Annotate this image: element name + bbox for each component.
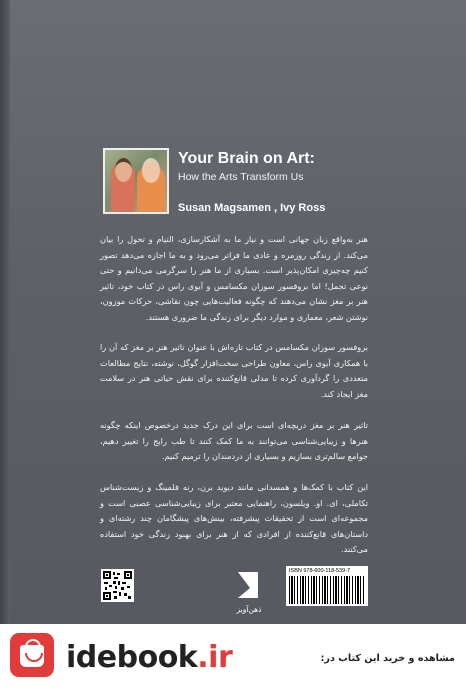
qr-code[interactable] bbox=[101, 569, 134, 602]
barcode-bars bbox=[289, 576, 365, 604]
brand-tld: .ir bbox=[197, 640, 233, 675]
book-title: Your Brain on Art: bbox=[178, 150, 315, 167]
book-subtitle: How the Arts Transform Us bbox=[178, 171, 304, 183]
watermark-message: مشاهده و خرید این کتاب در: bbox=[320, 653, 455, 664]
publisher-logo-icon bbox=[232, 568, 266, 606]
qr-code-icon bbox=[103, 571, 132, 600]
blurb-paragraph-3: تاثیر هنر بر مغز دریچه‌ای است برای این درک جدید درخصوص اینکه چگونه هنرها و زیبایی‌شناسی می‌توانند به ما کمک کنند تا طب رایج را تغییر دهیم، جوامع سالم‌تری بسازیم و بسیاری از دردمندان را ترمیم کنیم. bbox=[100, 420, 368, 462]
publisher-name: ذهن‌آویز bbox=[236, 605, 262, 614]
brand-name: idebook bbox=[66, 640, 198, 675]
shopping-bag-icon bbox=[10, 633, 54, 677]
blurb-paragraph-4: این کتاب با کمک‌ها و همسدانی مانند دیوید برن، رنه فلمینگ و زیست‌شناس تکاملی، ای. او. ویلسون، راهنمایی معتبر برای زیبایی‌شناسی عصبی است و مجموعه‌ای است از تحقیقات پیشرفته، بینش‌های پیشگامان چند رشته‌ای و داستان‌های قانع‌کننده از افرادی که از هنر برای بهبود زندگی خود استفاده می‌کنند. bbox=[100, 482, 368, 555]
book-authors: Susan Magsamen , Ivy Ross bbox=[178, 202, 326, 214]
watermark-brand[interactable] bbox=[66, 640, 232, 675]
isbn-barcode bbox=[286, 566, 368, 606]
blurb-paragraph-1: هنر به‌واقع زبان جهانی است و نیاز ما به آشکارسازی، التیام و تحول را بیان می‌کند. از زندگی روزمره و عادی ما فراتر می‌رود و به ما اجازه می‌دهد تصور کنیم چه‌چیزی امکان‌پذیر است. بسیاری از ما هنر را سرگرمی می‌دانیم و حتی نوعی تجمل! اما بروفسور سوزان مکسامس و آیوی راس در کتاب خود، تاثیر هنر بر مغز نشان می‌دهند که چگونه فعالیت‌هایی چون نقاشی، حرکات موزون، نوشتن شعر، معماری و موارد دیگر برای زندگی ما ضروری هستند. bbox=[100, 234, 368, 322]
blurb-paragraph-2: بروفسور سوزان مکسامس در کتاب تازه‌اش با عنوان تاثیر هنر بر مغز که آن را با همکاری آیوی راس، معاون طراحی سخت‌افزار گوگل، نوشته، نتایج مطالعات متعددی را گردآوری کرده تا مدلی قانع‌کننده برای نقش حیاتی هنر در سلامت مغز ایجاد کند. bbox=[100, 342, 368, 399]
author-head-right bbox=[142, 158, 160, 183]
isbn-number: ISBN 978-600-118-539-7 bbox=[289, 568, 351, 574]
authors-photo bbox=[103, 148, 169, 214]
author-head-left bbox=[115, 158, 132, 182]
spine-shadow bbox=[0, 0, 10, 700]
